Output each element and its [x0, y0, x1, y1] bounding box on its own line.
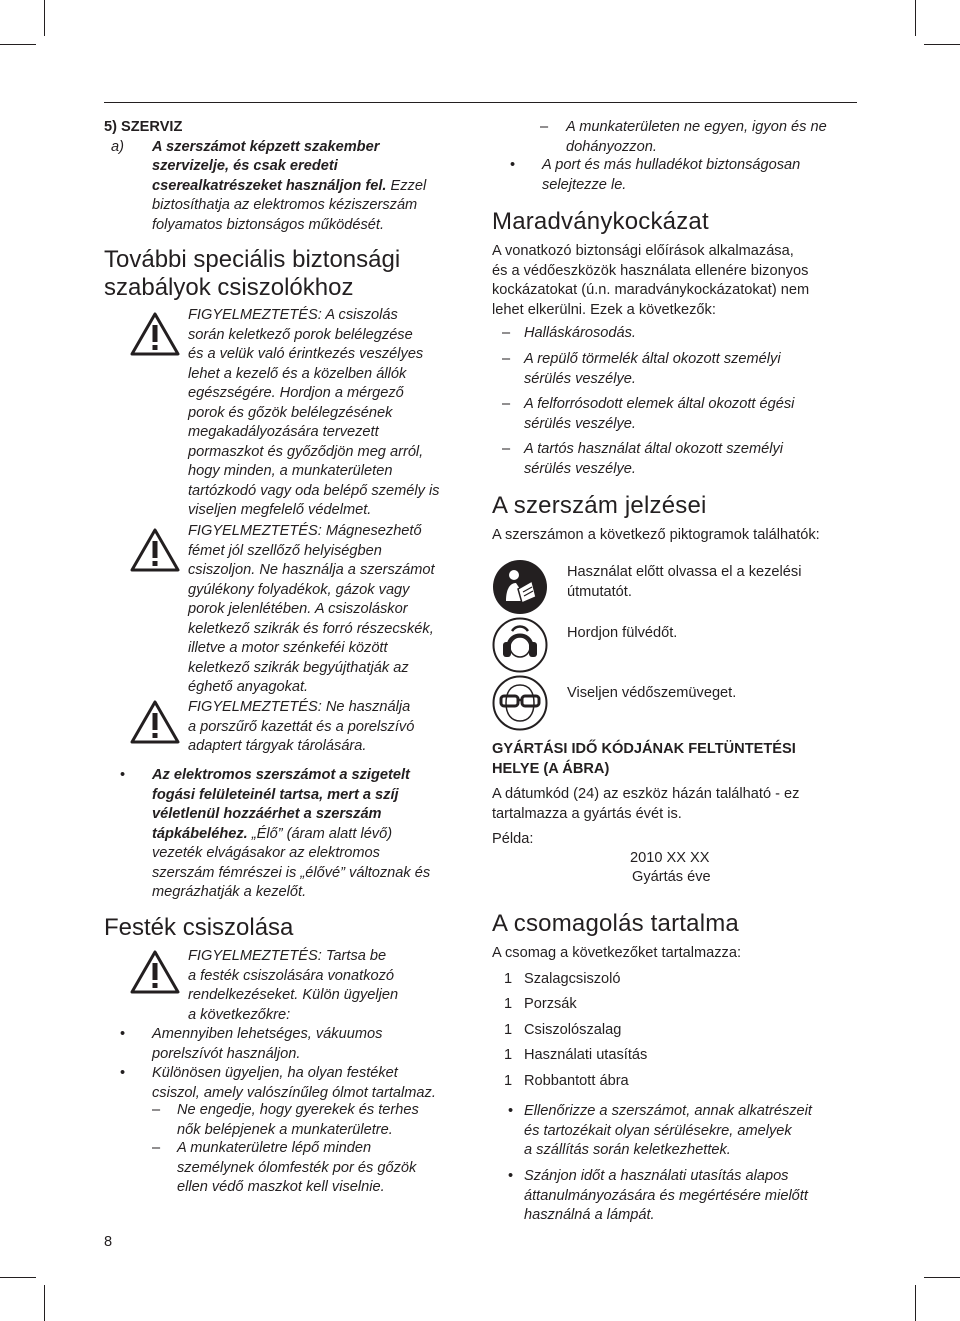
date-code-text: A dátumkód (24) az eszköz házán található - ez tartalmazza a gyártás évét is. [492, 786, 800, 822]
bullet-mark: • [120, 767, 126, 783]
paint-bullet-item: Amennyiben lehetséges, vákuumos porelszívót használjon. [152, 1026, 383, 1062]
residual-risk-item: A tartós használat által okozott személyi sérülés veszélye. [524, 441, 784, 477]
crop-mark [0, 1277, 36, 1278]
bullet-mark: • [120, 1065, 126, 1081]
package-item-name: Használati utasítás [524, 1047, 648, 1063]
package-item-qty: 1 [504, 1073, 513, 1089]
item-marker: a) [111, 138, 124, 155]
warning-triangle-icon [130, 700, 180, 744]
residual-risk-intro: A vonatkozó biztonsági előírások alkalmazása, és a védőeszközök használata ellenére bizonyos kockázatokat (ú.n. maradványkockázatokat) nem lehet elkerülni. Ezek a következők: [492, 243, 810, 318]
residual-risk-heading: Maradványkockázat [492, 208, 709, 235]
header-rule [104, 102, 857, 103]
service-paragraph: A szerszámot képzett szakember szervizelje, és csak eredeti cserealkatrészeket használjon fel. Ezzel biztosíthatja az elektromos kéziszerszám folyamatos biztonságos működését. [152, 138, 427, 233]
paint-bullet-item: Különösen ügyeljen, ha olyan festéket csiszol, amely valószínűleg ólmot tartalmaz. [152, 1065, 436, 1101]
crop-mark [915, 0, 916, 36]
residual-risk-item: Halláskárosodás. [524, 325, 636, 341]
dash-mark: – [502, 325, 511, 341]
example-label: Példa: [492, 831, 534, 847]
dash-mark: – [152, 1102, 161, 1118]
crop-mark [924, 44, 960, 45]
example-code: 2010 XX XX [630, 850, 710, 866]
package-item-name: Porzsák [524, 996, 577, 1012]
warning-dust-text: FIGYELMEZTETÉS: A csiszolás során keletkező porok belélegzése és a velük való érintkezés veszélyes lehet a kezelő és a közelben állók egészségére. Hordjon a mérgező porok és gőzök belélegzésének megakadályozására tervezett pormaszkot és győződjön meg arról, hogy minden, a munkaterületen tartózkodó vagy oda belépő személy is viseljen megfelelő védelmet. [188, 307, 440, 518]
markings-intro: A szerszámon a következő piktogramok találhatók: [492, 527, 820, 543]
date-code-heading: GYÁRTÁSI IDŐ KÓDJÁNAK FELTÜNTETÉSI HELYE (A ÁBRA) [492, 741, 796, 777]
warning-triangle-icon [130, 950, 180, 994]
markings-heading: A szerszám jelzései [492, 492, 707, 519]
dash-mark: – [502, 351, 511, 367]
residual-risk-item: A felforrósodott elemek által okozott égési sérülés veszélye. [524, 396, 795, 432]
crop-mark [44, 0, 45, 36]
dash-mark: – [502, 441, 511, 457]
warning-filter-text: FIGYELMEZTETÉS: Ne használja a porszűrő kazettát és a porelszívó adaptert tárgyak tárolására. [188, 699, 415, 754]
package-contents-heading: A csomagolás tartalma [492, 910, 739, 937]
package-item-name: Szalagcsiszoló [524, 971, 621, 987]
no-eating-item: A munkaterületen ne egyen, igyon és ne dohányozzon. [566, 119, 827, 155]
check-tool-item: Ellenőrizze a szerszámot, annak alkatrészeit és tartozékait olyan sérülésekre, amelyek a szállítás során keletkezhettek. [524, 1103, 812, 1158]
page-number: 8 [104, 1234, 113, 1250]
paint-sanding-heading: Festék csiszolása [104, 914, 294, 941]
warning-magnetic-text: FIGYELMEZTETÉS: Mágnesezhető fémet jól szellőző helyiségben csiszoljon. Ne használja a szerszámot gyúlékony folyadékok, gázok vagy porok jelenlétében. A csiszoláskor keletkező szikrák és forró részecskék, illetve a motor szénkeféi között keletkező szikrák begyújthatják az éghető anyagokat. [188, 523, 435, 695]
example-caption: Gyártás éve [632, 869, 711, 885]
warning-triangle-icon [130, 528, 180, 572]
crop-mark [915, 1285, 916, 1321]
package-item-qty: 1 [504, 996, 513, 1012]
package-item-qty: 1 [504, 971, 513, 987]
dash-mark: – [540, 119, 549, 135]
package-item-qty: 1 [504, 1022, 513, 1038]
bullet-mark: • [120, 1026, 126, 1042]
crop-mark [924, 1277, 960, 1278]
read-manual-item: Szánjon időt a használati utasítás alapos áttanulmányozására és megértésére mielőtt használná a lámpát. [524, 1168, 808, 1223]
bullet-mark: • [508, 1168, 514, 1184]
residual-risk-item: A repülő törmelék által okozott személyi sérülés veszélye. [524, 351, 781, 387]
dispose-dust-item: A port és más hulladékot biztonságosan selejtezze le. [542, 157, 801, 193]
dash-mark: – [152, 1140, 161, 1156]
dash-mark: – [502, 396, 511, 412]
crop-mark [0, 44, 36, 45]
paint-dash-item: A munkaterületre lépő minden személynek ólomfesték por és gőzök ellen védő maszkot kell viselnie. [177, 1140, 417, 1195]
pictogram-label-read-manual: Használat előtt olvassa el a kezelési útmutatót. [567, 564, 802, 600]
pictogram-label-ear-protection: Hordjon fülvédőt. [567, 625, 678, 641]
package-item-name: Robbantott ábra [524, 1073, 629, 1089]
special-rules-heading: További speciális biztonsági szabályok csiszolókhoz [104, 246, 401, 301]
bullet-mark: • [508, 1103, 514, 1119]
bullet-mark: • [510, 157, 516, 173]
ear-protection-icon [492, 617, 548, 673]
warning-triangle-icon [130, 312, 180, 356]
section-heading-service: 5) SZERVIZ [104, 119, 183, 135]
read-manual-icon [492, 559, 548, 615]
pictogram-label-eye-protection: Viseljen védőszemüveget. [567, 685, 737, 701]
warning-paint-text: FIGYELMEZTETÉS: Tartsa be a festék csiszolására vonatkozó rendelkezéseket. Külön ügyeljen a következőkre: [188, 948, 399, 1023]
insulated-grip-paragraph: Az elektromos szerszámot a szigetelt fogási felületeinél tartsa, mert a szíj véletlenül hozzáérhet a szerszám tápkábeléhez. „Élő” (áram alatt lévő) vezeték elvágásakor az elektromos szerszám fémrészei is „élővé” változnak és megrázhatják a kezelőt. [152, 767, 431, 900]
package-intro: A csomag a következőket tartalmazza: [492, 945, 742, 961]
paint-dash-item: Ne engedje, hogy gyerekek és terhes nők belépjenek a munkaterületre. [177, 1102, 419, 1138]
eye-protection-icon [492, 675, 548, 731]
package-item-qty: 1 [504, 1047, 513, 1063]
package-item-name: Csiszolószalag [524, 1022, 622, 1038]
crop-mark [44, 1285, 45, 1321]
